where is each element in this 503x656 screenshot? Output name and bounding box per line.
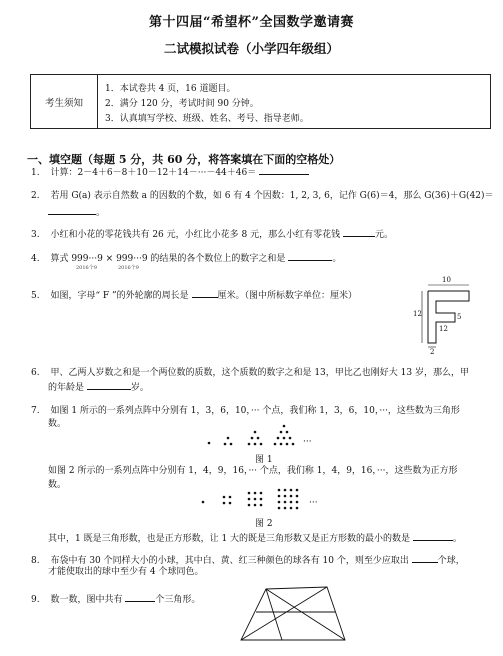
question-text: 若用 G(a) 表示自然数 a 的因数的个数，如 6 有 4 个因数：1, 2, 3, 6，记作 G(6)＝4，那么 G(36)＋G(42)＝ (50, 191, 494, 201)
question-text: 如图 1 所示的一系列点阵中分别有 1，3，6，10，··· 个点，我们称 1，3，6，10，···，这些数为三角形 (50, 406, 460, 416)
question-text: 小红和小花的零花钱共有 26 元，小红比小花多 8 元，那么小红有零花钱 (50, 230, 341, 240)
exam-title: 第十四届“希望杯”全国数学邀请赛 (149, 15, 354, 30)
question-number: 5. (31, 291, 40, 301)
question-text: 甲、乙两人岁数之和是一个两位数的质数，这个质数的数字之和是 13，甲比乙也刚好大 13 岁，那么，甲 (50, 368, 469, 378)
question-unit: 个球， (437, 556, 465, 566)
dimension-label: 12 (413, 310, 422, 318)
exam-subtitle: 二试模拟试卷（小学四年级组） (163, 41, 339, 56)
notice-label: 考生须知 (31, 75, 98, 128)
underbrace-label-1: 2016个9 (76, 265, 97, 271)
inner-line (266, 589, 345, 640)
figure-caption: 图 2 (255, 519, 273, 529)
question-number: 3. (31, 230, 40, 240)
dimension-label: 5 (457, 313, 462, 321)
question-7-part2: 如图 2 所示的一系列点阵中分别有 1，4，9，16，··· 个点，我们称 1，4，9，16，···，这些数为正方形 (48, 466, 458, 476)
inner-line (266, 589, 282, 640)
question-number: 1. (31, 168, 40, 178)
notice-line-3: 3．认真填写学校、班级、姓名、考号、指导老师。 (105, 114, 309, 124)
question-number: 7. (31, 406, 40, 416)
dimension-label: 2 (430, 348, 435, 356)
question-text: 。 (96, 208, 106, 218)
section-title: 一、填空题（每题 5 分，共 60 分，将答案填在下面的空格处） (27, 153, 341, 166)
question-number: 4. (31, 254, 40, 264)
question-number: 8. (31, 556, 40, 566)
outer-shape (241, 587, 345, 640)
ellipsis: ··· (309, 498, 318, 508)
question-unit: 。 (332, 254, 342, 264)
notice-line-1: 1．本试卷共 4 页，16 道题目。 (105, 84, 236, 94)
ellipsis: ··· (303, 437, 312, 447)
question-number: 9. (31, 595, 40, 605)
question-7-part2-cont: 数。 (48, 480, 67, 490)
question-8-cont: 才能使取出的球中至少有 4 个球同色。 (48, 567, 204, 577)
question-unit: 。 (452, 534, 462, 544)
question-text: 数一数，图中共有 (50, 595, 123, 605)
question-text: 其中，1 既是三角形数，也是正方形数，让 1 大的既是三角形数又是正方形数的最小的数是 (48, 534, 411, 544)
dimension-label: 12 (439, 325, 448, 333)
question-unit: 厘米。（图中所标数字单位：厘米） (217, 291, 358, 301)
question-text: 布袋中有 30 个同样大小的小球，其中白、黄、红三种颜色的球各有 10 个，则至少应取出 (50, 556, 409, 566)
question-text: 算式 999···9 × 999···9 的结果的各个数位上的数字之和是 (50, 254, 286, 264)
notice-line-2: 2．满分 120 分，考试时间 90 分钟。 (105, 99, 259, 109)
dimension-label: 10 (442, 276, 451, 284)
question-unit: 个三角形。 (155, 595, 201, 605)
question-number: 2. (31, 191, 40, 201)
question-text: 如图，字母“ F ”的外轮廓的周长是 (50, 291, 189, 301)
question-7-cont: 数。 (48, 419, 67, 429)
question-unit: 元。 (374, 230, 393, 240)
question-text: 的年龄是 (48, 383, 85, 393)
question-text: 计算：2－4＋6－8＋10－12＋14－···－44＋46＝ (50, 168, 257, 178)
figure-caption: 图 1 (255, 455, 273, 465)
question-unit: 岁。 (130, 383, 149, 393)
question-number: 6. (31, 368, 40, 378)
underbrace-label-2: 2016个9 (118, 265, 139, 271)
